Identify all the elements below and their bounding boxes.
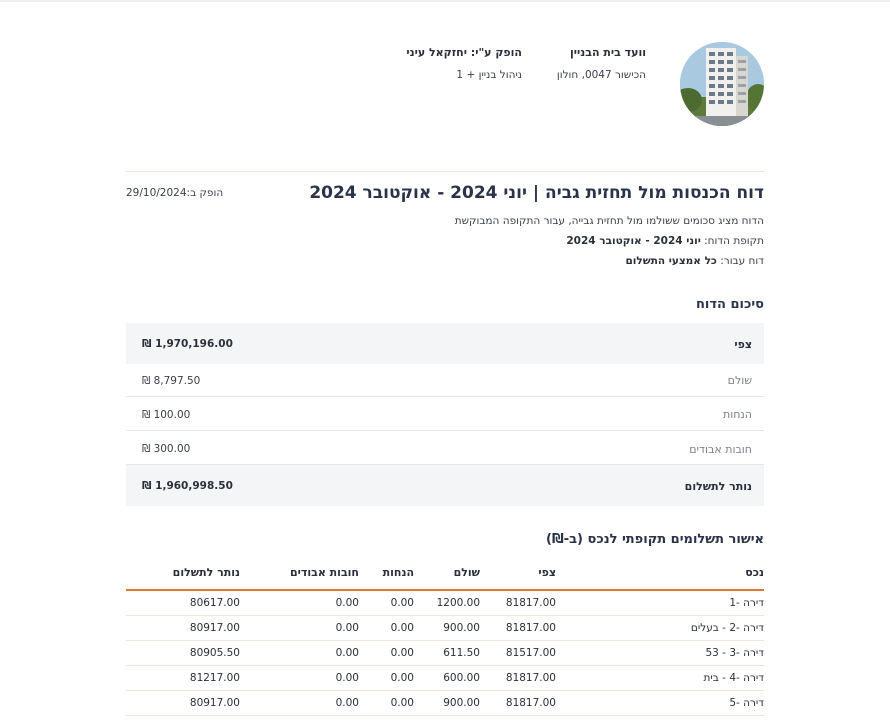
report-for bbox=[625, 255, 764, 267]
cell-discounts: 0.00 bbox=[390, 672, 414, 684]
header-expected: צפי bbox=[538, 566, 556, 579]
for-label: דוח עבור: bbox=[720, 255, 764, 267]
cell-paid: 900.00 bbox=[443, 622, 480, 634]
building-photo-icon bbox=[680, 42, 764, 126]
table-title: אישור תשלומים תקופתי לנכס (ב-₪) bbox=[546, 532, 764, 547]
header-paid: שולם bbox=[453, 566, 480, 579]
summary-label: צפי bbox=[734, 338, 752, 351]
summary-value: ₪ 100.00 bbox=[142, 409, 191, 421]
cell-asset: דירה -1 bbox=[729, 597, 764, 609]
summary-row-lost bbox=[126, 431, 764, 465]
cell-expected: 81817.00 bbox=[505, 597, 556, 609]
summary-label: הנחות bbox=[722, 408, 752, 421]
cell-expected: 81817.00 bbox=[505, 622, 556, 634]
cell-lost: 0.00 bbox=[335, 697, 359, 709]
table-row bbox=[126, 666, 764, 691]
issuer-title: הופק ע"י: יחזקאל עיני bbox=[406, 46, 522, 59]
issued-date: הופק ב:29/10/2024 bbox=[126, 187, 224, 199]
header-balance: נותר לתשלום bbox=[172, 566, 240, 579]
cell-balance: 81217.00 bbox=[189, 672, 240, 684]
report-title: דוח הכנסות מול תחזית גביה | יוני 2024 - אוקטובר 2024 bbox=[309, 183, 764, 203]
issuer-sub: ניהול בניין + 1 bbox=[456, 69, 522, 81]
summary-table bbox=[126, 323, 764, 506]
report-period bbox=[566, 235, 764, 247]
cell-expected: 81817.00 bbox=[505, 697, 556, 709]
summary-value: ₪ 300.00 bbox=[142, 443, 191, 455]
cell-discounts: 0.00 bbox=[390, 597, 414, 609]
cell-discounts: 0.00 bbox=[390, 697, 414, 709]
summary-row-discounts bbox=[126, 397, 764, 431]
cell-balance: 80917.00 bbox=[189, 622, 240, 634]
header-asset: נכס bbox=[745, 566, 764, 579]
table-row bbox=[126, 691, 764, 716]
committee-title: וועד בית הבניין bbox=[570, 46, 646, 59]
issuer-info bbox=[406, 46, 522, 81]
header-divider bbox=[126, 171, 764, 172]
top-border bbox=[0, 0, 890, 2]
cell-balance: 80905.50 bbox=[189, 647, 240, 659]
for-value: כל אמצעי התשלום bbox=[625, 255, 717, 267]
header-discounts: הנחות bbox=[382, 566, 414, 579]
header-lost: חובות אבודים bbox=[289, 566, 359, 579]
summary-title: סיכום הדוח bbox=[695, 297, 764, 312]
summary-value: ₪ 1,960,998.50 bbox=[142, 480, 233, 492]
cell-discounts: 0.00 bbox=[390, 647, 414, 659]
summary-label: נותר לתשלום bbox=[684, 480, 752, 493]
cell-expected: 81517.00 bbox=[505, 647, 556, 659]
committee-info bbox=[557, 46, 646, 81]
summary-label: שולם bbox=[727, 374, 752, 387]
payments-table bbox=[126, 558, 764, 716]
cell-asset: דירה -4 - בית bbox=[703, 672, 764, 684]
report-description: הדוח מציג סכומים ששולמו מול תחזית גבייה, עבור התקופה המבוקשת bbox=[454, 215, 764, 227]
cell-paid: 900.00 bbox=[443, 697, 480, 709]
cell-asset: דירה -3 - 53 bbox=[705, 647, 764, 659]
summary-row-expected bbox=[126, 323, 764, 364]
table-row bbox=[126, 616, 764, 641]
cell-balance: 80617.00 bbox=[189, 597, 240, 609]
cell-lost: 0.00 bbox=[335, 597, 359, 609]
summary-row-balance bbox=[126, 465, 764, 506]
report-header bbox=[126, 42, 764, 132]
committee-address: הכישור 0047, חולון bbox=[556, 69, 646, 81]
cell-asset: דירה -2 - בעלים bbox=[690, 622, 764, 634]
cell-balance: 80917.00 bbox=[189, 697, 240, 709]
summary-row-paid bbox=[126, 364, 764, 397]
cell-paid: 1200.00 bbox=[436, 597, 480, 609]
cell-lost: 0.00 bbox=[335, 647, 359, 659]
cell-discounts: 0.00 bbox=[390, 622, 414, 634]
period-value: יוני 2024 - אוקטובר 2024 bbox=[566, 235, 701, 247]
cell-lost: 0.00 bbox=[335, 672, 359, 684]
summary-value: ₪ 1,970,196.00 bbox=[142, 338, 233, 350]
cell-asset: דירה -5 bbox=[729, 697, 764, 709]
table-row bbox=[126, 591, 764, 616]
cell-paid: 611.50 bbox=[443, 647, 480, 659]
table-header bbox=[126, 558, 764, 591]
cell-expected: 81817.00 bbox=[505, 672, 556, 684]
table-row bbox=[126, 641, 764, 666]
summary-label: חובות אבודים bbox=[689, 443, 752, 456]
cell-paid: 600.00 bbox=[443, 672, 480, 684]
period-label: תקופת הדוח: bbox=[704, 235, 764, 247]
cell-lost: 0.00 bbox=[335, 622, 359, 634]
summary-value: ₪ 8,797.50 bbox=[142, 375, 201, 387]
